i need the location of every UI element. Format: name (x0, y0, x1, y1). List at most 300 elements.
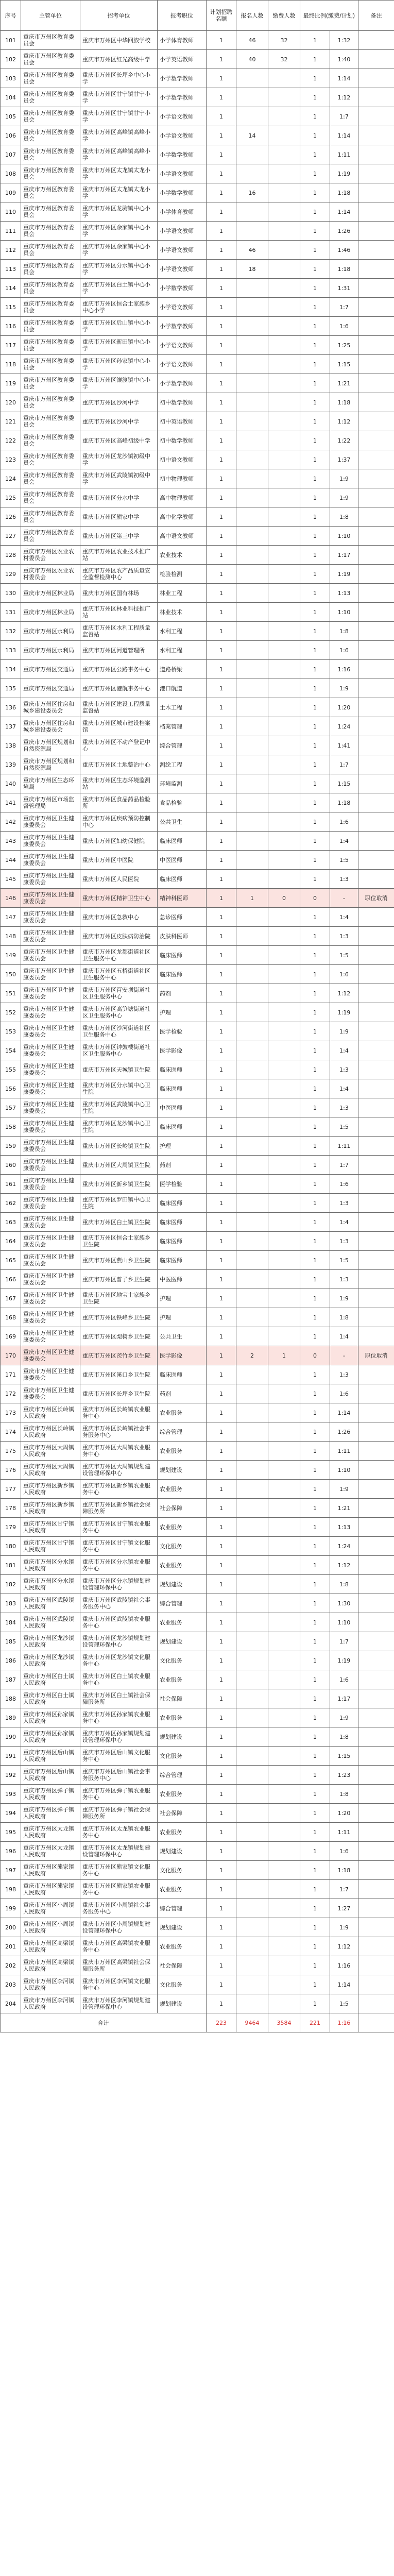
cell-position: 规划建设 (158, 1575, 207, 1594)
cell-remark (358, 812, 394, 832)
cell-employer: 重庆市万州区长岭镇社会事务服务中心 (80, 1422, 158, 1442)
cell-authority: 重庆市万州区水利局 (21, 622, 80, 641)
cell-employer: 重庆市万州区小周镇规划建设管理环保中心 (80, 1918, 158, 1937)
cell-index: 160 (1, 1156, 21, 1175)
cell-ratio: 1:3 (330, 870, 358, 889)
cell-index: 120 (1, 393, 21, 412)
cell-employer: 重庆市万州区大周镇卫生院 (80, 1156, 158, 1175)
cell-position: 小学语文教师 (158, 126, 207, 145)
cell-employer: 重庆市万州区李河镇文化服务中心 (80, 1975, 158, 1994)
cell-employer: 重庆市万州区百安坝街道社区卫生服务中心 (80, 984, 158, 1003)
cell-ratio: 1:20 (330, 698, 358, 717)
cell-index: 161 (1, 1175, 21, 1194)
cell-position: 小学英语教师 (158, 50, 207, 69)
cell-index: 135 (1, 679, 21, 698)
table-row (1, 1289, 394, 1308)
cell-paid (268, 450, 300, 469)
table-row (1, 755, 394, 774)
cell-paid (268, 126, 300, 145)
cell-index: 117 (1, 336, 21, 355)
cell-employer: 重庆市万州区生态环境监测站 (80, 774, 158, 793)
cell-remark (358, 1289, 394, 1308)
cell-signups (236, 412, 268, 431)
cell-index: 112 (1, 241, 21, 260)
cell-paid (268, 1899, 300, 1918)
cell-plan: 1 (207, 1918, 236, 1937)
cell-final: 1 (300, 279, 330, 298)
cell-plan: 1 (207, 1766, 236, 1785)
cell-index: 132 (1, 622, 21, 641)
cell-signups (236, 1232, 268, 1251)
cell-signups (236, 507, 268, 527)
cell-authority: 重庆市万州区农业农村委员会 (21, 546, 80, 565)
table-row (1, 1060, 394, 1079)
cell-authority: 重庆市万州区甘宁镇人民政府 (21, 1518, 80, 1537)
cell-plan: 1 (207, 431, 236, 450)
total-final: 221 (300, 2013, 330, 2032)
cell-ratio: 1:27 (330, 1899, 358, 1918)
table-row (1, 793, 394, 812)
cell-remark (358, 1880, 394, 1899)
cell-position: 初中物理教师 (158, 469, 207, 488)
cell-employer: 重庆市万州区龙沙镇文化服务中心 (80, 1651, 158, 1670)
table-row (1, 584, 394, 603)
cell-final: 1 (300, 1461, 330, 1480)
cell-paid (268, 1060, 300, 1079)
cell-plan: 1 (207, 241, 236, 260)
cell-ratio: 1:7 (330, 1880, 358, 1899)
cell-final: 1 (300, 565, 330, 584)
cell-final: 1 (300, 1708, 330, 1727)
cell-authority: 重庆市万州区教育委员会 (21, 431, 80, 450)
cell-authority: 重庆市万州区卫生健康委员会 (21, 1365, 80, 1384)
cell-paid (268, 1461, 300, 1480)
cell-authority: 重庆市万州区太龙镇人民政府 (21, 1842, 80, 1861)
cell-employer: 重庆市万州区熊家镇文化服务中心 (80, 1861, 158, 1880)
cell-plan: 1 (207, 507, 236, 527)
cell-remark (358, 164, 394, 183)
table-row (1, 660, 394, 679)
table-row (1, 1556, 394, 1575)
cell-plan: 1 (207, 336, 236, 355)
cell-employer: 重庆市万州区甘宁镇文化服务中心 (80, 1537, 158, 1556)
table-row (1, 241, 394, 260)
cell-authority: 重庆市万州区卫生健康委员会 (21, 1308, 80, 1327)
cell-plan: 1 (207, 736, 236, 755)
cell-authority: 重庆市万州区卫生健康委员会 (21, 870, 80, 889)
cell-employer: 重庆市万州区熊家镇农业服务中心 (80, 1880, 158, 1899)
cell-ratio: 1:6 (330, 1384, 358, 1403)
cell-final: 1 (300, 946, 330, 965)
cell-signups: 1 (236, 889, 268, 908)
cell-authority: 重庆市万州区卫生健康委员会 (21, 1079, 80, 1098)
cell-authority: 重庆市万州区新乡镇人民政府 (21, 1480, 80, 1499)
cell-paid (268, 1823, 300, 1842)
cell-plan: 1 (207, 1804, 236, 1823)
cell-paid (268, 279, 300, 298)
cell-ratio: 1:19 (330, 1003, 358, 1022)
cell-final: 1 (300, 107, 330, 126)
cell-signups (236, 1403, 268, 1422)
cell-plan: 1 (207, 889, 236, 908)
cell-ratio: 1:13 (330, 1518, 358, 1537)
cell-position: 初中英语教师 (158, 412, 207, 431)
cell-remark (358, 222, 394, 241)
cell-employer: 重庆市万州区五桥街道社区卫生服务中心 (80, 965, 158, 984)
cell-position: 临床医师 (158, 1213, 207, 1232)
table-row (1, 832, 394, 851)
cell-ratio: 1:9 (330, 1708, 358, 1727)
cell-employer: 重庆市万州区水利工程质量监督站 (80, 622, 158, 641)
cell-remark (358, 88, 394, 107)
cell-paid (268, 908, 300, 927)
cell-position: 检验检测 (158, 565, 207, 584)
cell-ratio: - (330, 889, 358, 908)
cell-remark (358, 774, 394, 793)
cell-plan: 1 (207, 1117, 236, 1137)
cell-position: 药剂 (158, 1156, 207, 1175)
cell-employer: 重庆市万州区甘宁镇甘宁小学 (80, 107, 158, 126)
cell-signups (236, 1766, 268, 1785)
cell-plan: 1 (207, 1384, 236, 1403)
cell-remark (358, 1994, 394, 2013)
cell-final: 1 (300, 832, 330, 851)
cell-ratio: 1:41 (330, 736, 358, 755)
cell-employer: 重庆市万州区人民医院 (80, 870, 158, 889)
cell-signups (236, 1175, 268, 1194)
cell-position: 农业服务 (158, 1613, 207, 1632)
cell-employer: 重庆市万州区妇幼保健院 (80, 832, 158, 851)
cell-position: 港口航道 (158, 679, 207, 698)
cell-employer: 重庆市万州区龙都街道社区卫生服务中心 (80, 946, 158, 965)
table-row (1, 622, 394, 641)
cell-index: 181 (1, 1556, 21, 1575)
cell-final: 1 (300, 1213, 330, 1232)
cell-signups (236, 1518, 268, 1537)
cell-authority: 重庆市万州区大周镇人民政府 (21, 1442, 80, 1461)
cell-paid (268, 603, 300, 622)
cell-index: 111 (1, 222, 21, 241)
table-row (1, 927, 394, 946)
cell-position: 农业服务 (158, 1670, 207, 1689)
table-row (1, 1442, 394, 1461)
cell-authority: 重庆市万州区生态环境局 (21, 774, 80, 793)
cell-final: 1 (300, 1975, 330, 1994)
cell-signups (236, 1651, 268, 1670)
cell-remark (358, 1327, 394, 1346)
cell-employer: 重庆市万州区土地整治中心 (80, 755, 158, 774)
cell-signups (236, 1194, 268, 1213)
cell-signups (236, 812, 268, 832)
cell-remark (358, 1918, 394, 1937)
cell-signups (236, 527, 268, 546)
cell-paid (268, 1747, 300, 1766)
cell-remark (358, 279, 394, 298)
cell-position: 临床医师 (158, 1232, 207, 1251)
cell-ratio: 1:13 (330, 584, 358, 603)
cell-plan: 1 (207, 355, 236, 374)
cell-final: 1 (300, 1060, 330, 1079)
cell-authority: 重庆市万州区弹子镇人民政府 (21, 1785, 80, 1804)
cell-signups (236, 698, 268, 717)
cell-index: 110 (1, 202, 21, 222)
cell-index: 113 (1, 260, 21, 279)
cell-authority: 重庆市万州区熊家镇人民政府 (21, 1880, 80, 1899)
cell-employer: 重庆市万州区溪口乡卫生院 (80, 1365, 158, 1384)
cell-remark (358, 1727, 394, 1747)
cell-ratio: 1:3 (330, 1232, 358, 1251)
cell-employer: 重庆市万州区高峰镇高峰小学 (80, 126, 158, 145)
cell-index: 106 (1, 126, 21, 145)
cell-signups (236, 832, 268, 851)
cell-remark (358, 870, 394, 889)
cell-final: 1 (300, 260, 330, 279)
cell-index: 179 (1, 1518, 21, 1537)
cell-plan: 1 (207, 908, 236, 927)
cell-signups (236, 1461, 268, 1480)
cell-employer: 重庆市万州区武陵镇农业服务中心 (80, 1613, 158, 1632)
cell-employer: 重庆市万州区长岭镇农业服务中心 (80, 1403, 158, 1422)
cell-ratio: 1:23 (330, 1766, 358, 1785)
cell-index: 140 (1, 774, 21, 793)
cell-position: 社会保障 (158, 1689, 207, 1708)
cell-paid (268, 1956, 300, 1975)
cell-authority: 重庆市万州区分水镇人民政府 (21, 1575, 80, 1594)
cell-signups (236, 1270, 268, 1289)
cell-paid (268, 317, 300, 336)
cell-ratio: 1:6 (330, 317, 358, 336)
cell-final: 1 (300, 812, 330, 832)
cell-plan: 1 (207, 393, 236, 412)
table-row (1, 679, 394, 698)
cell-final: 1 (300, 488, 330, 507)
cell-signups (236, 1098, 268, 1117)
cell-remark (358, 183, 394, 202)
cell-index: 163 (1, 1213, 21, 1232)
cell-final: 1 (300, 336, 330, 355)
cell-employer: 重庆市万州区第三中学 (80, 527, 158, 546)
table-row (1, 431, 394, 450)
cell-final: 1 (300, 660, 330, 679)
cell-employer: 重庆市万州区钟鼓楼街道社区卫生服务中心 (80, 1041, 158, 1060)
cell-authority: 重庆市万州区教育委员会 (21, 317, 80, 336)
cell-remark (358, 469, 394, 488)
cell-plan: 1 (207, 69, 236, 88)
cell-employer: 重庆市万州区新乡镇卫生院 (80, 1175, 158, 1194)
cell-index: 123 (1, 450, 21, 469)
cell-paid (268, 1251, 300, 1270)
cell-authority: 重庆市万州区规划和自然资源局 (21, 736, 80, 755)
cell-ratio: 1:9 (330, 679, 358, 698)
cell-position: 水利工程 (158, 641, 207, 660)
cell-employer: 重庆市万州区后山镇社会事务服务中心 (80, 1766, 158, 1785)
cell-authority: 重庆市万州区白土镇人民政府 (21, 1670, 80, 1689)
cell-plan: 1 (207, 1137, 236, 1156)
cell-position: 医学检验 (158, 1022, 207, 1041)
cell-final: 1 (300, 1175, 330, 1194)
cell-signups (236, 279, 268, 298)
table-row (1, 1937, 394, 1956)
cell-remark (358, 355, 394, 374)
table-row (1, 717, 394, 736)
cell-plan: 1 (207, 1060, 236, 1079)
cell-employer: 重庆市万州区国有林场 (80, 584, 158, 603)
cell-remark (358, 1747, 394, 1766)
cell-position: 综合管理 (158, 736, 207, 755)
cell-remark (358, 260, 394, 279)
cell-signups (236, 355, 268, 374)
cell-index: 173 (1, 1403, 21, 1422)
cell-index: 121 (1, 412, 21, 431)
cell-index: 180 (1, 1537, 21, 1556)
cell-authority: 重庆市万州区武陵镇人民政府 (21, 1613, 80, 1632)
cell-paid (268, 984, 300, 1003)
cell-remark (358, 1194, 394, 1213)
cell-index: 130 (1, 584, 21, 603)
cell-remark (358, 1956, 394, 1975)
cell-final: 1 (300, 1575, 330, 1594)
table-row (1, 355, 394, 374)
cell-signups (236, 450, 268, 469)
cell-signups (236, 107, 268, 126)
cell-remark (358, 1708, 394, 1727)
cell-final: 1 (300, 1137, 330, 1156)
cell-signups (236, 374, 268, 393)
cell-employer: 重庆市万州区沙河中学 (80, 393, 158, 412)
cell-plan: 1 (207, 984, 236, 1003)
cell-remark (358, 1175, 394, 1194)
cell-position: 医学影像 (158, 1346, 207, 1365)
cell-position: 农业服务 (158, 1480, 207, 1499)
cell-remark (358, 622, 394, 641)
cell-employer: 重庆市万州区龙沙镇初级中学 (80, 450, 158, 469)
cell-ratio: 1:10 (330, 1613, 358, 1632)
cell-plan: 1 (207, 260, 236, 279)
cell-ratio: 1:3 (330, 1060, 358, 1079)
cell-plan: 1 (207, 1747, 236, 1766)
table-row (1, 183, 394, 202)
cell-plan: 1 (207, 1499, 236, 1518)
cell-position: 医学检验 (158, 1175, 207, 1194)
cell-paid (268, 1689, 300, 1708)
cell-ratio: 1:7 (330, 1632, 358, 1651)
cell-plan: 1 (207, 88, 236, 107)
cell-ratio: 1:8 (330, 1308, 358, 1327)
cell-ratio: 1:8 (330, 1575, 358, 1594)
cell-ratio: 1:31 (330, 279, 358, 298)
cell-index: 122 (1, 431, 21, 450)
cell-employer: 重庆市万州区急救中心 (80, 908, 158, 927)
cell-index: 146 (1, 889, 21, 908)
cell-authority: 重庆市万州区卫生健康委员会 (21, 1213, 80, 1232)
table-row (1, 565, 394, 584)
cell-remark (358, 1079, 394, 1098)
cell-final: 1 (300, 1785, 330, 1804)
table-row (1, 965, 394, 984)
table-row (1, 736, 394, 755)
cell-position: 小学数学教师 (158, 88, 207, 107)
table-row (1, 1956, 394, 1975)
cell-remark (358, 1041, 394, 1060)
cell-ratio: 1:4 (330, 1041, 358, 1060)
cell-employer: 重庆市万州区中医院 (80, 851, 158, 870)
cell-signups (236, 1994, 268, 2013)
cell-plan: 1 (207, 1403, 236, 1422)
cell-index: 185 (1, 1632, 21, 1651)
cell-ratio: 1:6 (330, 1175, 358, 1194)
cell-authority: 重庆市万州区白土镇人民政府 (21, 1689, 80, 1708)
cell-employer: 重庆市万州区太龙镇农业服务中心 (80, 1823, 158, 1842)
cell-employer: 重庆市万州区港航事务中心 (80, 679, 158, 698)
cell-final: 1 (300, 908, 330, 927)
table-row (1, 1804, 394, 1823)
cell-remark (358, 660, 394, 679)
cell-paid: 32 (268, 50, 300, 69)
cell-final: 1 (300, 317, 330, 336)
cell-remark (358, 984, 394, 1003)
table-row (1, 260, 394, 279)
cell-remark (358, 908, 394, 927)
cell-ratio: 1:8 (330, 507, 358, 527)
cell-authority: 重庆市万州区卫生健康委员会 (21, 1194, 80, 1213)
cell-authority: 重庆市万州区教育委员会 (21, 164, 80, 183)
cell-position: 文化服务 (158, 1975, 207, 1994)
cell-plan: 1 (207, 755, 236, 774)
cell-plan: 1 (207, 1175, 236, 1194)
cell-authority: 重庆市万州区教育委员会 (21, 88, 80, 107)
cell-employer: 重庆市万州区武陵镇社会事务服务中心 (80, 1594, 158, 1613)
cell-index: 134 (1, 660, 21, 679)
table-row (1, 1251, 394, 1270)
cell-ratio: 1:7 (330, 107, 358, 126)
cell-employer: 重庆市万州区小周镇社会事务服务中心 (80, 1899, 158, 1918)
cell-paid (268, 1327, 300, 1346)
cell-signups (236, 145, 268, 164)
cell-position: 测绘工程 (158, 755, 207, 774)
cell-signups (236, 1060, 268, 1079)
cell-paid (268, 1575, 300, 1594)
cell-index: 126 (1, 507, 21, 527)
cell-authority: 重庆市万州区卫生健康委员会 (21, 984, 80, 1003)
cell-paid (268, 546, 300, 565)
cell-remark (358, 679, 394, 698)
cell-paid (268, 241, 300, 260)
cell-remark (358, 1060, 394, 1079)
table-row (1, 946, 394, 965)
cell-final: 1 (300, 1727, 330, 1747)
cell-paid (268, 565, 300, 584)
cell-signups (236, 1575, 268, 1594)
cell-position: 中医医师 (158, 851, 207, 870)
cell-employer: 重庆市万州区铁峰乡卫生院 (80, 1308, 158, 1327)
total-remark (358, 2013, 394, 2032)
table-row (1, 1213, 394, 1232)
cell-index: 189 (1, 1708, 21, 1727)
cell-signups (236, 1327, 268, 1346)
cell-signups (236, 1384, 268, 1403)
cell-index: 204 (1, 1994, 21, 2013)
cell-paid (268, 660, 300, 679)
cell-employer: 重庆市万州区甘宁镇农业服务中心 (80, 1518, 158, 1537)
cell-signups (236, 717, 268, 736)
cell-final: 1 (300, 355, 330, 374)
cell-ratio: 1:12 (330, 412, 358, 431)
cell-remark (358, 965, 394, 984)
cell-index: 109 (1, 183, 21, 202)
cell-paid (268, 336, 300, 355)
cell-authority: 重庆市万州区教育委员会 (21, 126, 80, 145)
table-row (1, 1918, 394, 1937)
